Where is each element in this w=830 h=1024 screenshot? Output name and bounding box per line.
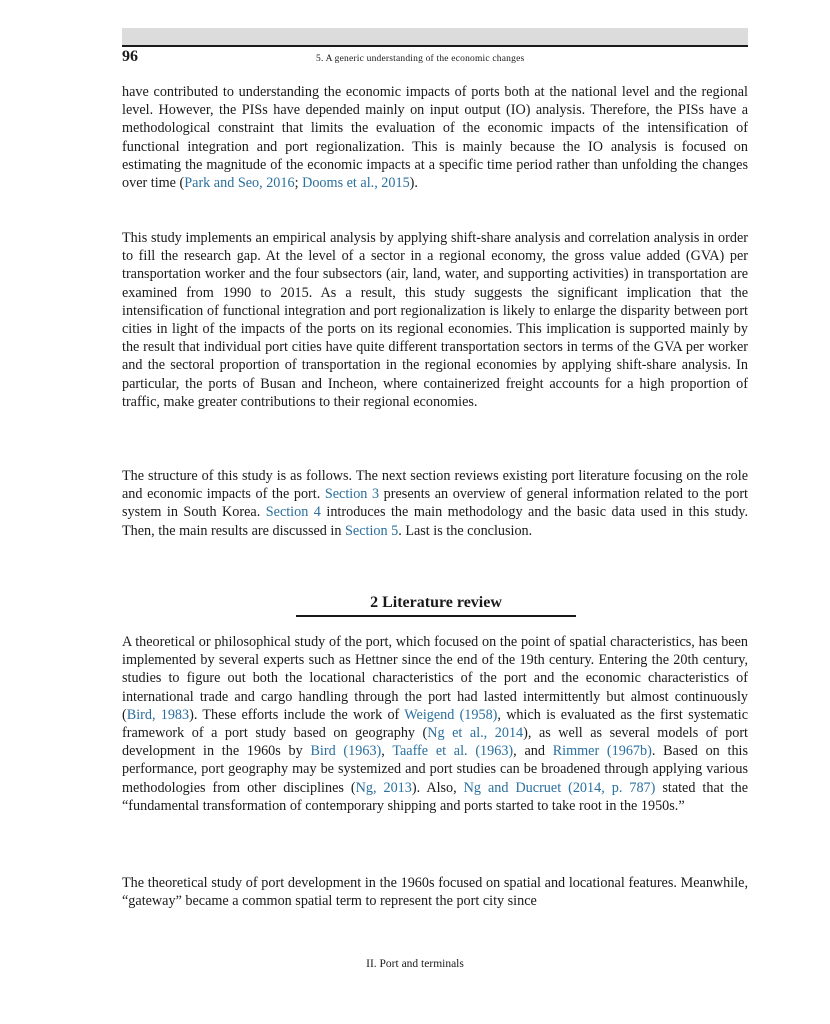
- paragraph-text: ), as well as several models of port development in the 1960s by: [122, 725, 748, 760]
- page-footer: II. Port and terminals: [366, 958, 464, 970]
- citation-link[interactable]: Rimmer (1967b): [552, 743, 652, 760]
- section-link[interactable]: Section 5: [345, 522, 399, 539]
- paragraph-1: [122, 83, 748, 192]
- citation-link[interactable]: Taaffe et al. (1963): [392, 743, 514, 760]
- citation-link[interactable]: Park and Seo, 2016: [184, 175, 295, 192]
- section-link[interactable]: Section 3: [324, 486, 380, 503]
- paragraph-text: . Last is the conclusion.: [398, 522, 533, 539]
- running-head: 5. A generic understanding of the economic changes: [316, 54, 525, 64]
- paragraph-text: have contributed to understanding the economic impacts of ports both at the national level and the regional level. However, the PISs have depended mainly on input output (IO) analysis. Therefore, the PISs have a methodological constraint that limits the evaluation of the economic impacts of the intensification of functional integration and port regionalization. This is mainly because the IO analysis is focused on estimating the magnitude of the economic impacts at a specific time period rather than unfolding the changes over time (: [122, 84, 748, 192]
- section-heading: 2 Literature review: [296, 594, 576, 617]
- citation-link[interactable]: Bird, 1983: [126, 706, 190, 723]
- citation-link[interactable]: Weigend (1958): [404, 706, 498, 723]
- paragraph-3: [122, 467, 748, 540]
- paragraph-text: presents an overview of general information related to the port system in South Korea.: [122, 486, 748, 521]
- paragraph-text: ;: [294, 175, 303, 192]
- paragraph-text: ).: [409, 175, 418, 192]
- paragraph-5: The theoretical study of port development in the 1960s focused on spatial and locational features. Meanwhile, “gateway” became a common spatial term to represent the port city since: [122, 875, 748, 910]
- paragraph-text: , which is evaluated as the first systematic framework of a port study based on geography (: [122, 706, 748, 742]
- paragraph-text: ). Also,: [411, 779, 464, 796]
- header-bar: [122, 28, 748, 47]
- paragraph-text: . Based on this performance, port geography may be systemized and port studies can be broadened through applying various methodologies from other disciplines (: [122, 743, 748, 796]
- paragraph-text: introduces the main methodology and the basic data used in this study. Then, the main results are discussed in: [122, 504, 749, 539]
- citation-link[interactable]: Bird (1963): [310, 743, 382, 760]
- paragraph-text: The structure of this study is as follows. The next section reviews existing port literature focusing on the role and economic impacts of the port.: [122, 468, 748, 503]
- paragraph-2: This study implements an empirical analysis by applying shift-share analysis and correlation analysis in order to fill the research gap. At the level of a sector in a regional economy, the gross value added (GVA) per transportation worker and the four subsectors (air, land, water, and supporting activities) in transportation are examined from 1990 to 2015. As a result, this study suggests the significant implication that the intensification of functional integration and port regionalization is likely to enlarge the disparity between port cities in light of the impacts of the ports on its regional economies. This implication is supported mainly by the result that individual port cities have quite different transportation sectors in terms of the GVA per worker and the sectoral proportion of transportation in the regional economies by applying shift-share analysis. In particular, the ports of Busan and Incheon, where containerized freight accounts for a high proportion of traffic, make greater contributions to their regional economies.: [122, 230, 748, 410]
- citation-link[interactable]: Dooms et al., 2015: [302, 175, 410, 192]
- paragraph-text: A theoretical or philosophical study of the port, which focused on the point of spatial characteristics, has been implemented by several experts such as Hettner since the end of the 19th century. Entering the 20th century, studies to figure out both the locational characteristics of the port and the economic characteristics of international trade and cargo handling through the port had lasted intermittently but almost continuously (: [122, 634, 748, 723]
- citation-link[interactable]: Ng, 2013: [355, 779, 412, 796]
- section-link[interactable]: Section 4: [265, 504, 321, 521]
- paragraph-4: [122, 633, 748, 815]
- paragraph-text: stated that the “fundamental transformation of contemporary shipping and ports started to take root in the 1950s.”: [122, 779, 749, 814]
- citation-link[interactable]: Ng et al., 2014: [427, 725, 524, 742]
- citation-link[interactable]: Ng and Ducruet (2014, p. 787): [463, 779, 656, 796]
- paragraph-text: ,: [381, 743, 393, 760]
- paragraph-text: ). These efforts include the work of: [189, 706, 405, 723]
- paragraph-text: , and: [513, 743, 553, 760]
- page-number: 96: [122, 48, 138, 65]
